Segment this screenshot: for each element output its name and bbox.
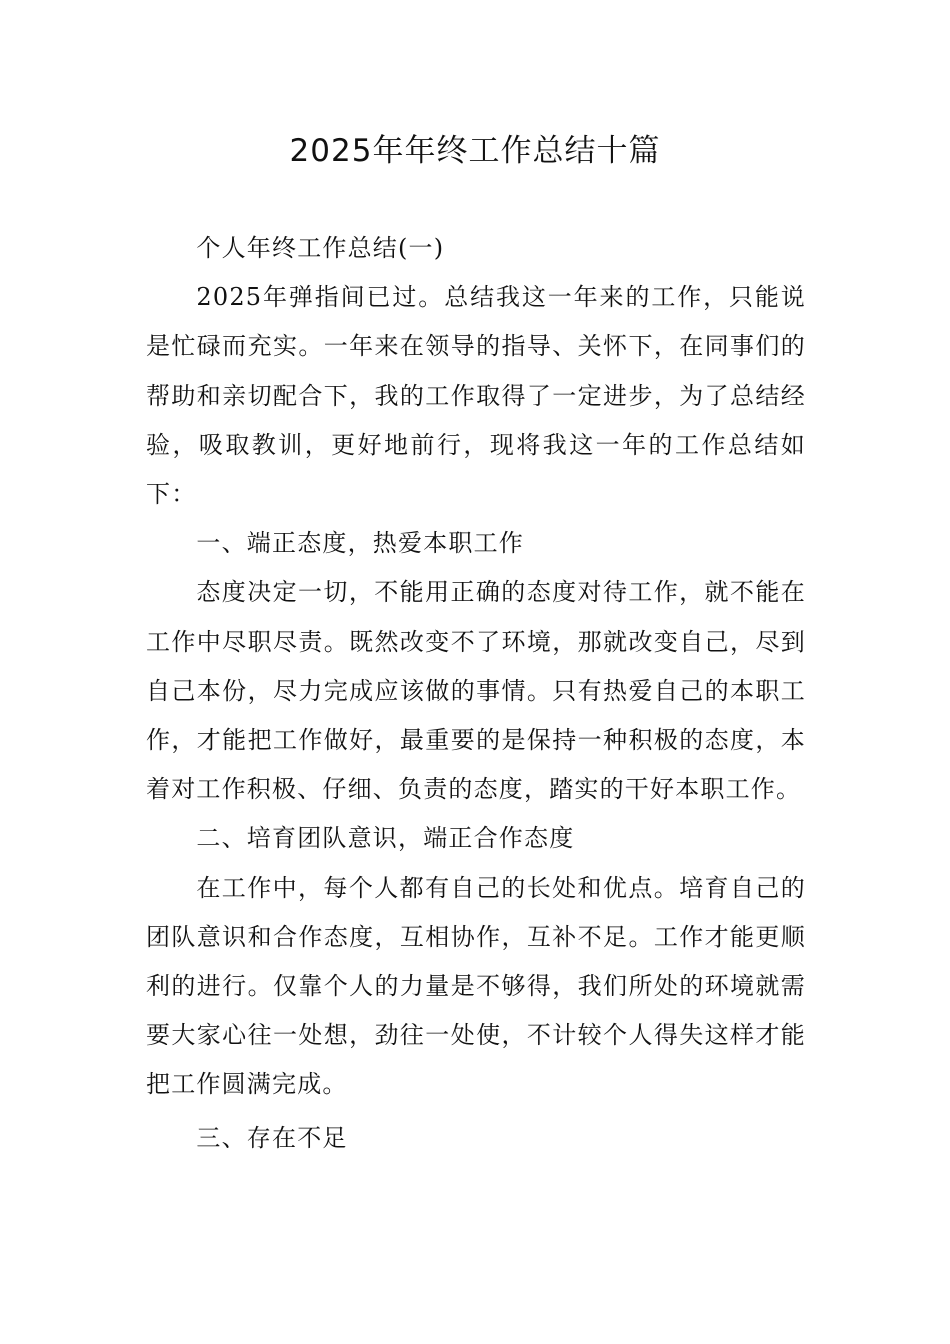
- section-heading-attitude: 一、端正态度，热爱本职工作: [196, 529, 524, 558]
- section-heading-personal-summary: 个人年终工作总结(一): [196, 234, 445, 262]
- section-heading-shortcomings: 三、存在不足: [196, 1123, 348, 1152]
- paragraph-teamwork: 在工作中，每个人都有自己的长处和优点。培育自己的团队意识和合作态度，互相协作，互补不足。工作才能更顺利的进行。仅靠个人的力量是不够得，我们所处的环境就需要大家心往一处想，劲往一处使，不计较个人得失这样才能把工作圆满完成。: [146, 873, 806, 1099]
- paragraph-attitude: 态度决定一切，不能用正确的态度对待工作，就不能在工作中尽职尽责。既然改变不了环境，那就改变自己，尽到自己本份，尽力完成应该做的事情。只有热爱自己的本职工作，才能把工作做好，最重要的是保持一种积极的态度，本着对工作积极、仔细、负责的态度，踏实的干好本职工作。: [146, 578, 806, 804]
- document-title: 2025年年终工作总结十篇: [289, 133, 661, 169]
- document-body: [146, 224, 806, 1163]
- section-heading-teamwork: 二、培育团队意识，端正合作态度: [196, 824, 575, 853]
- paragraph-intro: 2025年弹指间已过。总结我这一年来的工作，只能说是忙碌而充实。一年来在领导的指导、关怀下，在同事们的帮助和亲切配合下，我的工作取得了一定进步，为了总结经验，吸取教训，更好地前行，现将我这一年的工作总结如下：: [146, 283, 806, 509]
